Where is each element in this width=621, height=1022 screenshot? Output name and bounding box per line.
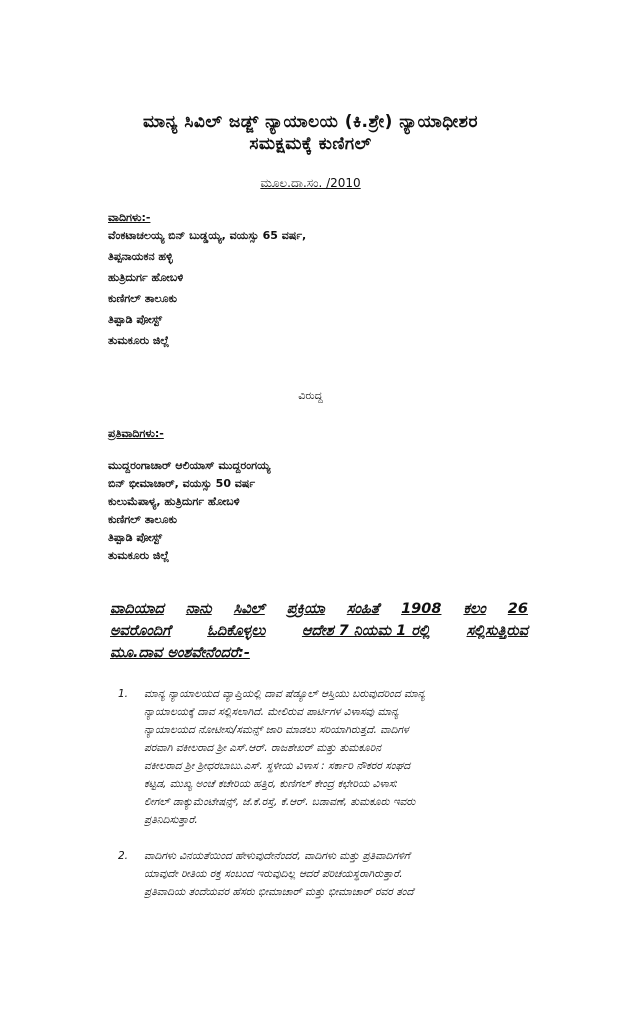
paragraph-line: ನ್ಯಾಯಾಲಯದ ನೋಟೀಸು/ಸಮನ್ಸ್ ಜಾರಿ ಮಾಡಲು ಸರಿಯಾಗಿರುತ್ತದೆ. ವಾದಿಗಳ [144,724,409,736]
heading-word: ನಾನು [185,601,212,617]
heading-word: ಮೂ.ದಾವ ಅಂಶವೇನೆಂದರೆ:- [110,645,250,661]
plaintiff-line: ತಿಪ್ಪಾಡಿ ಪೋಸ್ಟ್ [108,313,163,326]
application-heading-line3 [110,645,528,667]
application-heading [110,601,528,667]
defendants-heading: ಪ್ರತಿವಾದಿಗಳು:- [108,427,164,440]
court-title-line2: ಸಮಕ್ಷಮಕ್ಕೆ ಕುಣಿಗಲ್ [249,134,372,154]
paragraph-line: ಕಟ್ಟಡ, ಮುಖ್ಯ ಅಂಚೆ ಕಚೇರಿಯ ಹತ್ತಿರ, ಕುಣಿಗಲ್ ಕೇಂದ್ರ ಕಛೇರಿಯ ವಿಳಾಸ: [144,778,398,790]
application-heading-line1 [110,601,528,623]
heading-word: 26 [507,601,528,617]
plaintiff-line: ವೆಂಕಟಾಚಲಯ್ಯ ಬಿನ್ ಬುಡ್ಡಯ್ಯ, ವಯಸ್ಸು 65 ವರ್ಷ, [108,229,307,242]
plaintiff-line: ತುಮಕೂರು ಜಿಲ್ಲೆ [108,334,170,347]
defendant-line: ಕುಲುಮೆಪಾಳ್ಯ, ಹುತ್ರಿದುರ್ಗ ಹೋಬಳಿ [108,495,240,508]
paragraph-line: ವಾದಿಗಳು ವಿನಯತೆಯಿಂದ ಹೇಳುವುದೇನೆಂದರೆ, ವಾದಿಗಳು ಮತ್ತು ಪ್ರತಿವಾದಿಗಳಿಗೆ [144,850,410,862]
plaintiff-line: ತಿಪ್ಪನಾಯಕನ ಹಳ್ಳಿ [108,250,173,263]
plaintiffs-heading: ವಾದಿಗಳು:- [108,211,151,224]
heading-word: ಓದಿಕೊಳ್ಳಲು [207,623,266,639]
heading-word: ಅವರೊಂದಿಗೆ [110,623,171,639]
paragraph-line: ಪ್ರತಿನಿದಿಸುತ್ತಾರೆ. [144,814,198,826]
paragraph-text [144,688,528,832]
defendant-line: ಮುದ್ದರಂಗಾಚಾರ್ ಆಲಿಯಾಸ್ ಮುದ್ದರಂಗಯ್ಯ [108,459,271,472]
heading-word: 1908 [401,601,442,617]
defendant-line: ಕುಣಿಗಲ್ ತಾಲೂಕು [108,513,178,526]
paragraph-line: ಮಾನ್ಯ ನ್ಯಾಯಾಲಯದ ವ್ಯಾಪ್ತಿಯಲ್ಲಿ ದಾವ ಷೆಡ್ಯೂಲ್ ಆಸ್ತಿಯು ಬರುವುದರಿಂದ ಮಾನ್ಯ [144,688,425,700]
heading-word: ಸಂಹಿತೆ [346,601,380,617]
court-title-line1: ಮಾನ್ಯ ಸಿವಿಲ್ ಜಡ್ಜ್ ನ್ಯಾಯಾಲಯ (ಕಿ.ಶ್ರೇ) ನ್ಯಾಯಾಧೀಶರ [143,112,478,132]
versus-label: ವಿರುದ್ದ [298,389,323,402]
paragraph-number: 1. [118,688,129,700]
paragraph-text [144,850,528,904]
heading-word: ಪ್ರಕ್ರಿಯಾ [286,601,325,617]
plaintiff-line: ಕುಣಿಗಲ್ ತಾಲೂಕು [108,292,178,305]
paragraph-line: ನ್ಯಾಯಾಲಯಕ್ಕೆ ದಾವ ಸಲ್ಲಿಸಲಾಗಿದೆ. ಮೇಲಿರುವ ಪಾರ್ಟಿಗಳ ವಿಳಾಸವು ಮಾನ್ಯ [144,706,399,718]
suit-number: ಮೂಲ.ದಾ.ಸಂ. /2010 [260,176,361,190]
paragraph-line: ಯಾವುದೇ ರೀತಿಯ ರಕ್ತ ಸಂಬಂದ ಇರುವುದಿಲ್ಲ ಆದರೆ ಪರಿಚಯಸ್ಥರಾಗಿರುತ್ತಾರೆ. [144,868,403,880]
defendant-line: ತುಮಕೂರು ಜಿಲ್ಲೆ [108,549,170,562]
defendant-line: ತಿಪ್ಪಾಡಿ ಪೋಸ್ಟ್ [108,531,163,544]
paragraph-number: 2. [118,850,129,862]
defendant-line: ಬಿನ್ ಭೀಮಾಚಾರ್, ವಯಸ್ಸು 50 ವರ್ಷ [108,477,256,490]
heading-word: ಆದೇಶ 7 ನಿಯಮ 1 ರಲ್ಲಿ [301,623,430,639]
heading-word: ಸಿವಿಲ್ [233,601,265,617]
heading-word: ವಾದಿಯಾದ [110,601,164,617]
paragraph-line: ಪರವಾಗಿ ವಕೀಲರಾದ ಶ್ರೀ ಎಸ್.ಆರ್. ರಾಜಶೇಖರ್ ಮತ್ತು ತುಮಕೂರಿನ [144,742,382,754]
application-heading-line2 [110,623,528,645]
paragraph-line: ಪ್ರತಿವಾದಿಯ ತಂದೆಯವರ ಹೆಸರು ಭೀಮಾಚಾರ್ ಮತ್ತು ಭೀಮಾಚಾರ್ ರವರ ತಂದೆ [144,886,414,898]
paragraph-line: ವಕೀಲರಾದ ಶ್ರೀ ಶ್ರೀಧರಬಾಬು.ಎಸ್. ಸ್ಥಳೀಯ ವಿಳಾಸ : ಸರ್ಕಾರಿ ನೌಕರರ ಸಂಘದ [144,760,411,772]
plaintiff-line: ಹುತ್ರಿದುರ್ಗ ಹೋಬಳಿ [108,271,184,284]
heading-word: ಸಲ್ಲಿಸುತ್ತಿರುವ [466,623,528,639]
heading-word: ಕಲಂ [463,601,486,617]
paragraph-line: ಲೀಗಲ್ ಡಾಕ್ಯುಮೆಂಟೇಷನ್ಸ್, ಜೆ.ಕೆ.ರಸ್ತೆ, ಕೆ.ಆರ್. ಬಡಾವಣೆ, ತುಮಕೂರು ಇವರು [144,796,416,808]
